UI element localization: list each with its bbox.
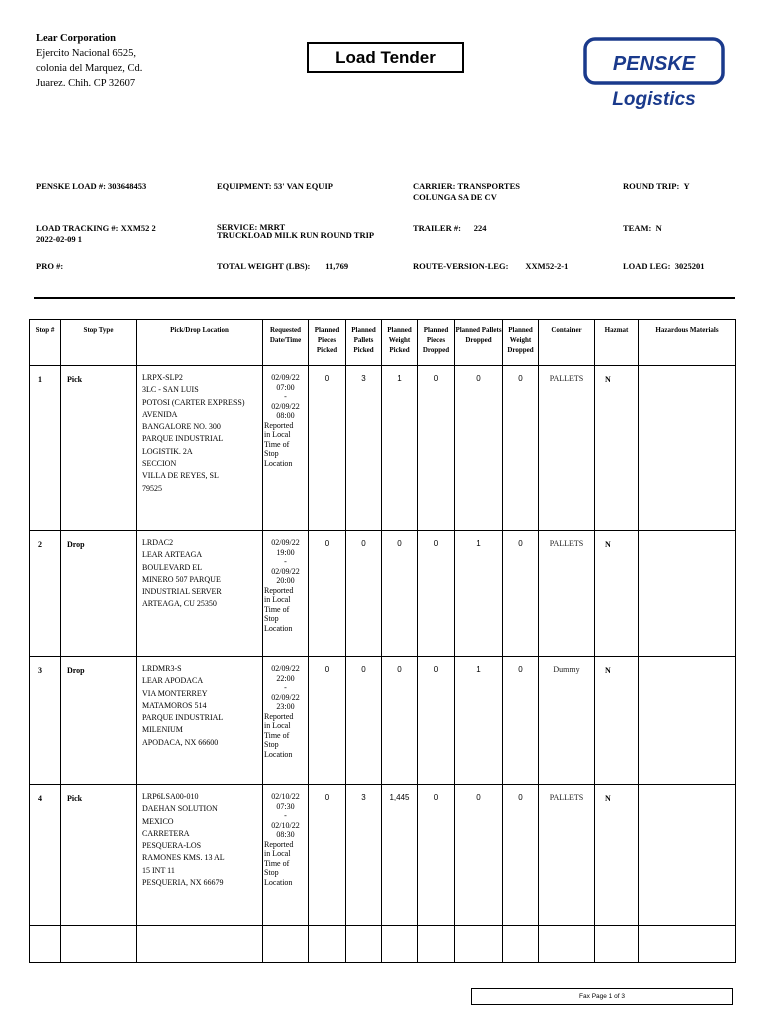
weight-dropped: 0: [503, 657, 539, 785]
stop-number: 4: [30, 785, 61, 926]
stop-location: LRP6LSA00-010 DAEHAN SOLUTION MEXICO CARRETERA PESQUERA-LOS RAMONES KMS. 13 AL 15 INT 11 PESQUERIA, NX 66679: [137, 785, 263, 926]
col-stop-type: Stop Type: [61, 320, 137, 366]
load-leg: [623, 261, 704, 272]
team-label: TEAM:: [623, 223, 652, 233]
requested-datetime: 02/09/22 22:00 - 02/09/22 23:00 Reported in Local Time of Stop Location: [263, 657, 309, 785]
stop-type: Drop: [61, 657, 137, 785]
requested-datetime: 02/09/22 19:00 - 02/09/22 20:00 Reported in Local Time of Stop Location: [263, 531, 309, 657]
pallets-dropped: 1: [455, 531, 503, 657]
document-title: Load Tender: [307, 42, 464, 73]
table-row: [30, 785, 736, 926]
stops-table: [29, 319, 736, 963]
company-address: [36, 31, 142, 91]
weight-dropped: 0: [503, 366, 539, 531]
penske-logo: [583, 37, 725, 109]
load-leg-label: LOAD LEG:: [623, 261, 671, 271]
pallets-dropped: 1: [455, 657, 503, 785]
pallets-picked: 3: [346, 366, 382, 531]
stop-type: Pick: [61, 785, 137, 926]
total-weight-label: TOTAL WEIGHT (LBS):: [217, 261, 311, 271]
pieces-picked: 0: [309, 785, 346, 926]
hazardous-materials: [639, 657, 736, 785]
load-tracking-line-1: LOAD TRACKING #: XXM52 2: [36, 223, 156, 233]
logo-word-logistics: Logistics: [612, 89, 696, 109]
col-requested: Requested Date/Time: [263, 320, 309, 366]
round-trip-label: ROUND TRIP:: [623, 181, 680, 191]
equipment: EQUIPMENT: 53' VAN EQUIP: [217, 181, 333, 191]
hazmat: N: [595, 785, 639, 926]
round-trip-value: Y: [683, 181, 690, 191]
logo-word-penske: PENSKE: [612, 53, 696, 75]
stop-location: LRDAC2 LEAR ARTEAGA BOULEVARD EL MINERO 507 PARQUE INDUSTRIAL SERVER ARTEAGA, CU 25350: [137, 531, 263, 657]
pallets-dropped: 0: [455, 366, 503, 531]
load-tracking-line-2: 2022-02-09 1: [36, 234, 83, 244]
trailer-label: TRAILER #:: [413, 223, 461, 233]
pieces-dropped: 0: [418, 657, 455, 785]
requested-datetime: 02/10/22 07:30 - 02/10/22 08:30 Reported in Local Time of Stop Location: [263, 785, 309, 926]
container: PALLETS: [539, 531, 595, 657]
hazardous-materials: [639, 366, 736, 531]
table-row: [30, 531, 736, 657]
service-line-1: SERVICE: MRRT: [217, 222, 286, 232]
table-header-row: [30, 320, 736, 366]
pallets-picked: 0: [346, 657, 382, 785]
route-version-leg: [413, 261, 568, 272]
company-name: Lear Corporation: [36, 33, 117, 44]
container: PALLETS: [539, 785, 595, 926]
table-row: [30, 366, 736, 531]
penske-load-number: PENSKE LOAD #: 303648453: [36, 181, 147, 191]
stop-location: LRDMR3-S LEAR APODACA VIA MONTERREY MATAMOROS 514 PARQUE INDUSTRIAL MILENIUM APODACA, NX 66600: [137, 657, 263, 785]
service: [217, 223, 374, 239]
hazardous-materials: [639, 531, 736, 657]
total-weight-value: 11,769: [325, 261, 349, 271]
hazmat: N: [595, 657, 639, 785]
carrier-line-1: CARRIER: TRANSPORTES: [413, 181, 520, 191]
round-trip: [623, 181, 690, 192]
stop-number: 3: [30, 657, 61, 785]
col-pieces-dropped: Planned Pieces Dropped: [418, 320, 455, 366]
pieces-picked: 0: [309, 531, 346, 657]
address-line-2: colonia del Marquez, Cd.: [36, 63, 143, 74]
col-hazmat: Hazmat: [595, 320, 639, 366]
col-pallets-dropped: Planned Pallets Dropped: [455, 320, 503, 366]
route-value: XXM52-2-1: [525, 261, 569, 271]
container: PALLETS: [539, 366, 595, 531]
weight-picked: 0: [382, 657, 418, 785]
pallets-picked: 0: [346, 531, 382, 657]
table-row-empty: [30, 926, 736, 963]
table-row: [30, 657, 736, 785]
stop-number: 1: [30, 366, 61, 531]
carrier-line-2: COLUNGA SA DE CV: [413, 192, 497, 202]
col-container: Container: [539, 320, 595, 366]
fax-page-indicator: Fax Page 1 of 3: [471, 988, 733, 1005]
service-line-2: TRUCKLOAD MILK RUN ROUND TRIP: [217, 230, 375, 240]
col-pieces-picked: Planned Pieces Picked: [309, 320, 346, 366]
carrier: [413, 181, 520, 203]
hazmat: N: [595, 531, 639, 657]
load-tracking: [36, 223, 156, 245]
team-value: N: [655, 223, 662, 233]
load-leg-value: 3025201: [674, 261, 705, 271]
header-divider: [34, 297, 735, 299]
trailer-value: 224: [473, 223, 487, 233]
weight-picked: 1: [382, 366, 418, 531]
stop-type: Drop: [61, 531, 137, 657]
col-stop-number: Stop #: [30, 320, 61, 366]
pieces-dropped: 0: [418, 366, 455, 531]
pro-number: PRO #:: [36, 261, 64, 271]
container: Dummy: [539, 657, 595, 785]
trailer: [413, 223, 486, 234]
address-line-1: Ejercito Nacional 6525,: [36, 48, 137, 59]
stop-location: LRPX-SLP2 3LC - SAN LUIS POTOSI (CARTER EXPRESS) AVENIDA BANGALORE NO. 300 PARQUE INDUSTRIAL LOGISTIK. 2A SECCION VILLA DE REYES, SL 79525: [137, 366, 263, 531]
col-hazardous-materials: Hazardous Materials: [639, 320, 736, 366]
stop-type: Pick: [61, 366, 137, 531]
requested-datetime: 02/09/22 07:00 - 02/09/22 08:00 Reported in Local Time of Stop Location: [263, 366, 309, 531]
hazmat: N: [595, 366, 639, 531]
team: [623, 223, 662, 234]
weight-dropped: 0: [503, 531, 539, 657]
route-label: ROUTE-VERSION-LEG:: [413, 261, 509, 271]
weight-picked: 0: [382, 531, 418, 657]
pieces-dropped: 0: [418, 531, 455, 657]
pallets-dropped: 0: [455, 785, 503, 926]
col-location: Pick/Drop Location: [137, 320, 263, 366]
address-line-3: Juarez. Chih. CP 32607: [36, 78, 136, 89]
col-weight-picked: Planned Weight Picked: [382, 320, 418, 366]
weight-dropped: 0: [503, 785, 539, 926]
weight-picked: 1,445: [382, 785, 418, 926]
pieces-dropped: 0: [418, 785, 455, 926]
pieces-picked: 0: [309, 657, 346, 785]
total-weight: [217, 261, 348, 272]
col-pallets-picked: Planned Pallets Picked: [346, 320, 382, 366]
pallets-picked: 3: [346, 785, 382, 926]
hazardous-materials: [639, 785, 736, 926]
col-weight-dropped: Planned Weight Dropped: [503, 320, 539, 366]
pieces-picked: 0: [309, 366, 346, 531]
stop-number: 2: [30, 531, 61, 657]
